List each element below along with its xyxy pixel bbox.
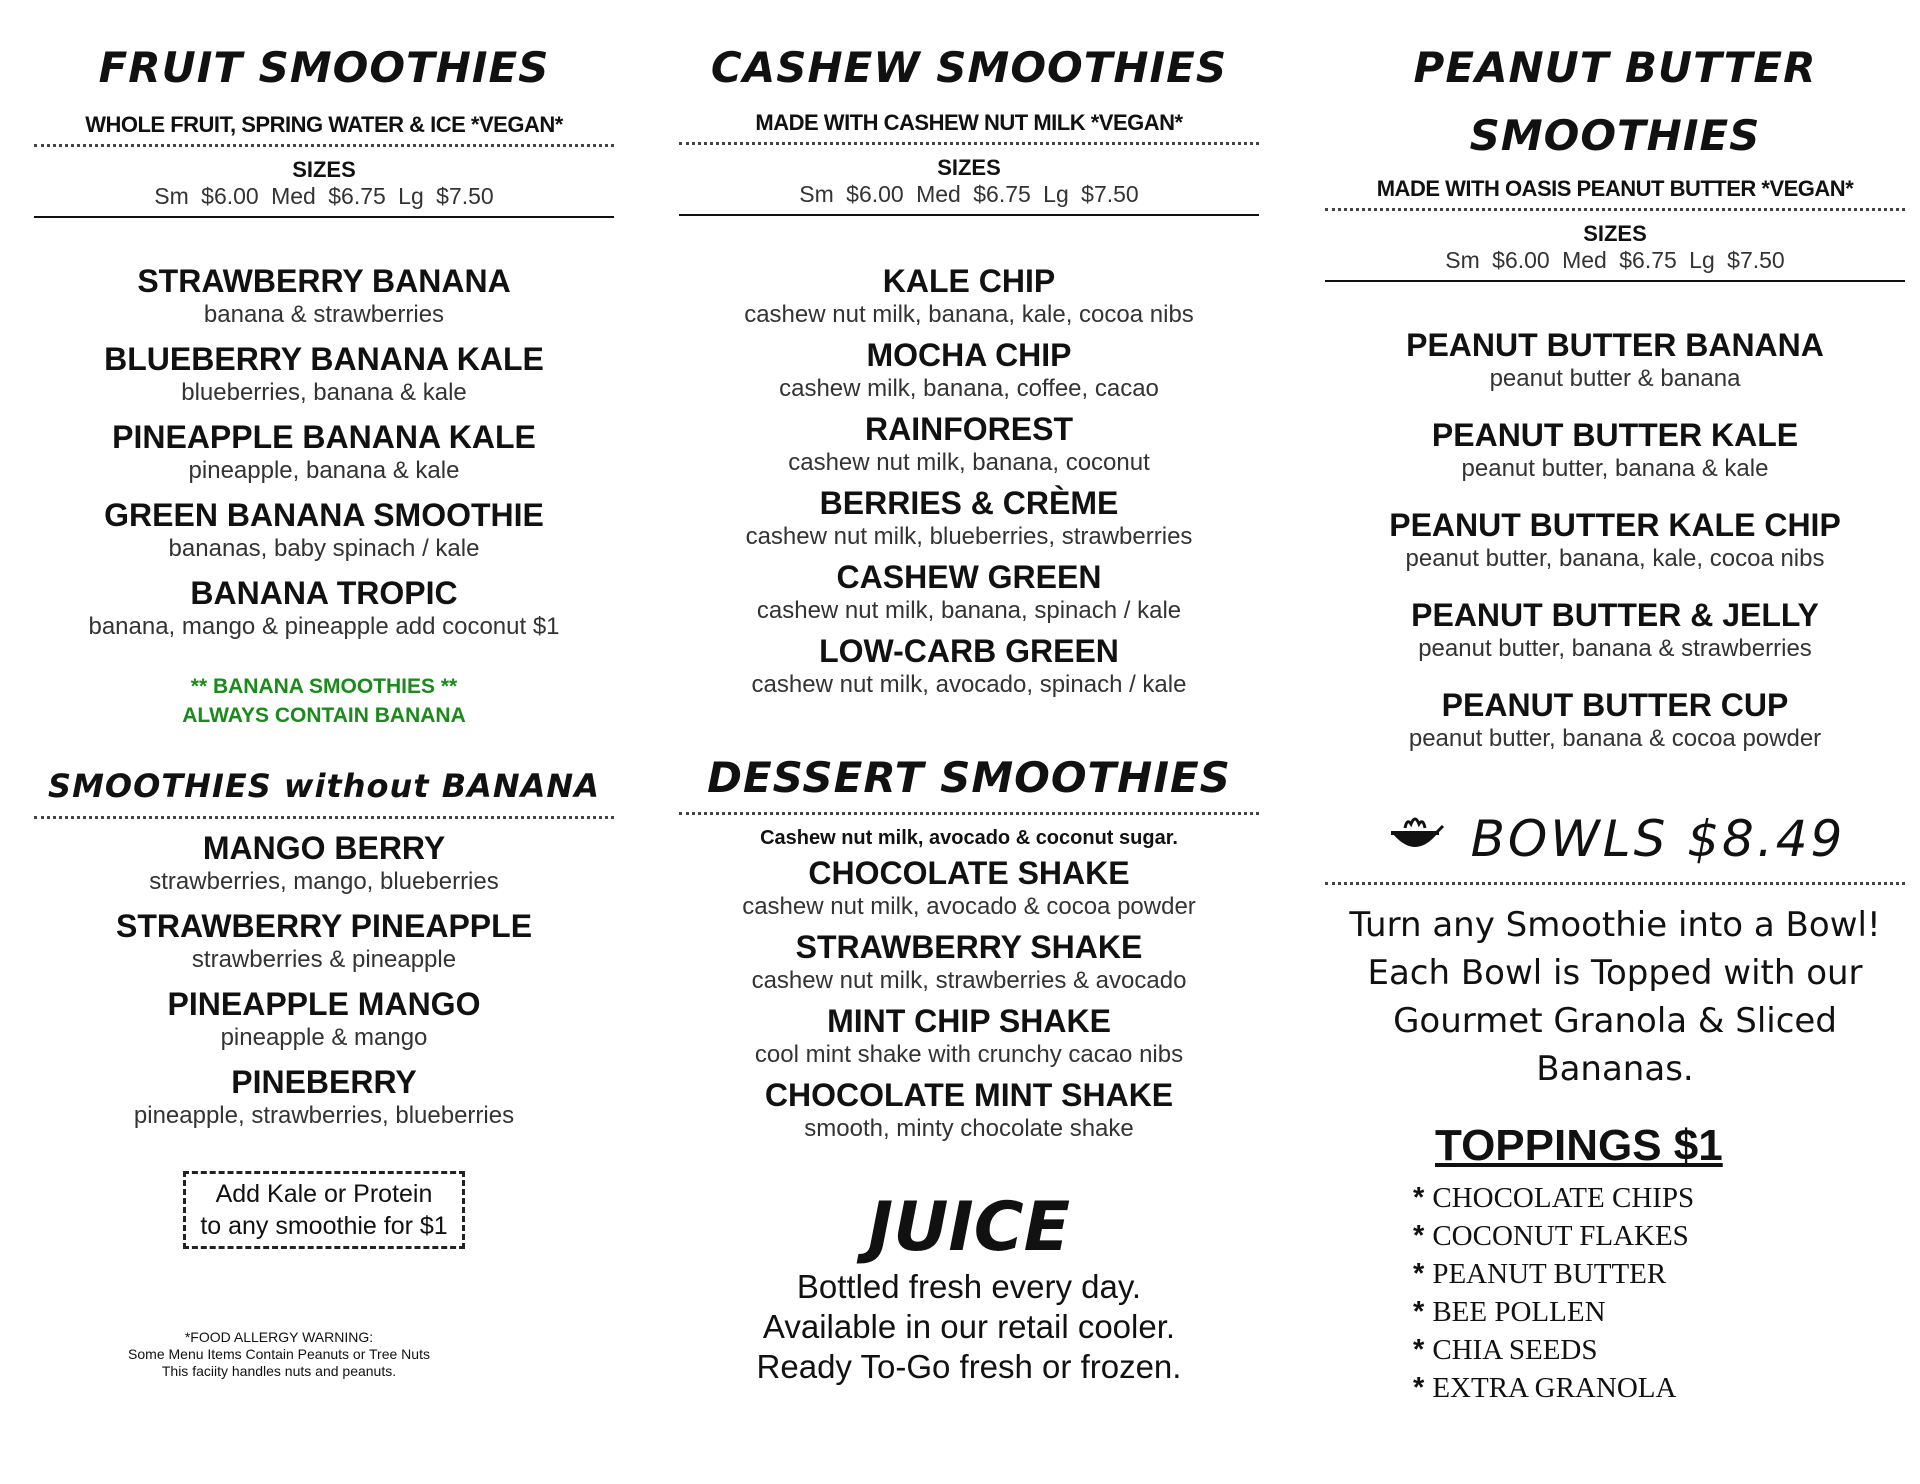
menu-item-name: KALE CHIP xyxy=(882,263,1056,299)
menu-item-name: BERRIES & CRÈME xyxy=(819,485,1119,521)
dotted-divider xyxy=(679,812,1259,815)
fruit-subtitle: WHOLE FRUIT, SPRING WATER & ICE *VEGAN* xyxy=(85,112,563,137)
addon-box xyxy=(183,1171,464,1249)
menu-item-desc: peanut butter, banana & cocoa powder xyxy=(1408,725,1822,752)
cashew-smoothies-title: CASHEW SMOOTHIES xyxy=(710,43,1228,92)
cashew-items xyxy=(679,262,1259,700)
menu-item-desc: peanut butter & banana xyxy=(1489,365,1741,392)
menu-item-name: PINEAPPLE MANGO xyxy=(167,986,481,1022)
dotted-divider xyxy=(34,144,614,147)
menu-item-desc: pineapple & mango xyxy=(220,1024,428,1051)
fruit-smoothies-column xyxy=(34,0,614,1380)
topping-item: * EXTRA GRANOLA xyxy=(1413,1372,1677,1404)
no-banana-items xyxy=(34,829,614,1131)
toppings-title: TOPPINGS $1 xyxy=(1435,1121,1723,1170)
solid-divider xyxy=(34,216,614,218)
menu-item-desc: cashew milk, banana, coffee, cacao xyxy=(779,375,1159,402)
menu-item-name: PEANUT BUTTER CUP xyxy=(1441,687,1789,723)
menu-item-name: MANGO BERRY xyxy=(202,830,446,866)
peanut-title-line: PEANUT BUTTER xyxy=(1413,43,1817,92)
menu-item-name: PEANUT BUTTER KALE CHIP xyxy=(1389,507,1841,543)
juice-line: Available in our retail cooler. xyxy=(762,1308,1176,1345)
juice-title: JUICE xyxy=(867,1188,1071,1267)
menu-item-name: CHOCOLATE SHAKE xyxy=(808,855,1130,891)
toppings-header xyxy=(1325,1121,1905,1171)
peanut-subtitle: MADE WITH OASIS PEANUT BUTTER *VEGAN* xyxy=(1376,176,1854,201)
toppings-list xyxy=(1413,1179,1905,1407)
dessert-subtitle: Cashew nut milk, avocado & coconut sugar. xyxy=(760,827,1178,849)
menu-item-name: LOW-CARB GREEN xyxy=(819,633,1119,669)
bowl-icon xyxy=(1385,812,1445,867)
menu-item-desc: cashew nut milk, banana, coconut xyxy=(788,449,1150,476)
menu-item-name: RAINFOREST xyxy=(865,411,1073,447)
fruit-items xyxy=(34,262,614,642)
menu-item-desc: peanut butter, banana & kale xyxy=(1461,455,1769,482)
cashew-subtitle: MADE WITH CASHEW NUT MILK *VEGAN* xyxy=(755,110,1183,135)
menu-item-name: BANANA TROPIC xyxy=(190,575,458,611)
menu-item-desc: cashew nut milk, banana, spinach / kale xyxy=(756,597,1182,624)
sizes-prices: Sm $6.00 Med $6.75 Lg $7.50 xyxy=(1445,247,1785,273)
topping-item: * COCONUT FLAKES xyxy=(1413,1220,1689,1252)
addon-box-wrap xyxy=(34,1171,614,1249)
menu-item-name: BLUEBERRY BANANA KALE xyxy=(104,341,544,377)
topping-item: * PEANUT BUTTER xyxy=(1413,1258,1667,1290)
bowls-title: BOWLS $8.49 xyxy=(1470,810,1846,868)
sizes-prices: Sm $6.00 Med $6.75 Lg $7.50 xyxy=(154,183,494,209)
menu-item-desc: cool mint shake with crunchy cacao nibs xyxy=(754,1041,1184,1068)
dotted-divider xyxy=(1325,882,1905,885)
menu-item-name: MOCHA CHIP xyxy=(866,337,1072,373)
dotted-divider xyxy=(679,142,1259,145)
menu-item-name: CHOCOLATE MINT SHAKE xyxy=(764,1077,1174,1113)
banana-note xyxy=(34,672,614,730)
menu-item-desc: strawberries, mango, blueberries xyxy=(149,868,499,895)
menu-item-name: PEANUT BUTTER KALE xyxy=(1431,417,1799,453)
menu-item-desc: strawberries & pineapple xyxy=(191,946,457,973)
bowls-line: Turn any Smoothie into a Bowl! xyxy=(1349,905,1881,945)
peanut-title-line: SMOOTHIES xyxy=(1469,111,1761,160)
allergy-line: Some Menu Items Contain Peanuts or Tree Nuts xyxy=(128,1346,430,1362)
menu-item-name: MINT CHIP SHAKE xyxy=(827,1003,1111,1039)
sizes-label: SIZES xyxy=(292,157,356,182)
bowls-header xyxy=(1325,810,1905,868)
menu-item-desc: banana & strawberries xyxy=(203,301,445,328)
topping-item: * CHOCOLATE CHIPS xyxy=(1413,1182,1695,1214)
menu-item-desc: pineapple, strawberries, blueberries xyxy=(133,1102,515,1129)
menu-item-name: PINEBERRY xyxy=(231,1064,417,1100)
peanut-butter-column xyxy=(1325,0,1905,1407)
menu-item-desc: pineapple, banana & kale xyxy=(188,457,460,484)
menu-item-desc: smooth, minty chocolate shake xyxy=(804,1115,1134,1142)
juice-line: Ready To-Go fresh or frozen. xyxy=(756,1348,1182,1385)
peanut-items xyxy=(1325,326,1905,754)
topping-item: * CHIA SEEDS xyxy=(1413,1334,1598,1366)
menu-item-desc: peanut butter, banana & strawberries xyxy=(1418,635,1812,662)
topping-item: * BEE POLLEN xyxy=(1413,1296,1606,1328)
juice-section xyxy=(679,1188,1259,1387)
fruit-smoothies-title: FRUIT SMOOTHIES xyxy=(98,43,550,92)
menu-item-desc: banana, mango & pineapple add coconut $1 xyxy=(88,613,560,640)
bowls-line: Each Bowl is Topped with our xyxy=(1367,953,1863,993)
dotted-divider xyxy=(34,816,614,819)
allergy-warning xyxy=(0,1329,614,1380)
menu-item-name: GREEN BANANA SMOOTHIE xyxy=(104,497,544,533)
addon-line: to any smoothie for $1 xyxy=(200,1212,448,1240)
menu-item-desc: blueberries, banana & kale xyxy=(181,379,467,406)
allergy-line: *FOOD ALLERGY WARNING: xyxy=(184,1329,374,1345)
sizes-prices: Sm $6.00 Med $6.75 Lg $7.50 xyxy=(799,181,1139,207)
no-banana-title: SMOOTHIES without BANANA xyxy=(48,767,600,805)
menu-item-name: STRAWBERRY BANANA xyxy=(137,263,511,299)
menu-item-desc: cashew nut milk, banana, kale, cocoa nibs xyxy=(744,301,1194,328)
cashew-smoothies-column xyxy=(679,0,1259,1387)
menu-item-name: CASHEW GREEN xyxy=(836,559,1102,595)
menu-item-name: STRAWBERRY SHAKE xyxy=(795,929,1143,965)
menu-item-desc: cashew nut milk, strawberries & avocado xyxy=(751,967,1187,994)
solid-divider xyxy=(1325,280,1905,282)
dessert-smoothies-title: DESSERT SMOOTHIES xyxy=(707,753,1231,802)
dotted-divider xyxy=(1325,208,1905,211)
sizes-label: SIZES xyxy=(1583,221,1647,246)
menu-item-desc: cashew nut milk, blueberries, strawberries xyxy=(745,523,1193,550)
dessert-items xyxy=(679,854,1259,1144)
menu-item-name: PEANUT BUTTER BANANA xyxy=(1406,327,1824,363)
solid-divider xyxy=(679,214,1259,216)
bowls-line: Gourmet Granola & Sliced Bananas. xyxy=(1393,1001,1837,1089)
menu-item-name: STRAWBERRY PINEAPPLE xyxy=(115,908,533,944)
banana-note-line: ** BANANA SMOOTHIES ** xyxy=(190,675,458,698)
sizes-label: SIZES xyxy=(937,155,1001,180)
banana-note-line: ALWAYS CONTAIN BANANA xyxy=(182,704,466,727)
menu-item-desc: cashew nut milk, avocado, spinach / kale xyxy=(751,671,1187,698)
menu-item-name: PEANUT BUTTER & JELLY xyxy=(1411,597,1819,633)
menu-item-desc: peanut butter, banana, kale, cocoa nibs xyxy=(1405,545,1825,572)
menu-item-desc: cashew nut milk, avocado & cocoa powder xyxy=(742,893,1196,920)
menu-item-name: PINEAPPLE BANANA KALE xyxy=(112,419,536,455)
juice-line: Bottled fresh every day. xyxy=(796,1268,1142,1305)
allergy-line: This faciity handles nuts and peanuts. xyxy=(161,1363,397,1379)
addon-line: Add Kale or Protein xyxy=(215,1180,433,1208)
menu-item-desc: bananas, baby spinach / kale xyxy=(168,535,480,562)
